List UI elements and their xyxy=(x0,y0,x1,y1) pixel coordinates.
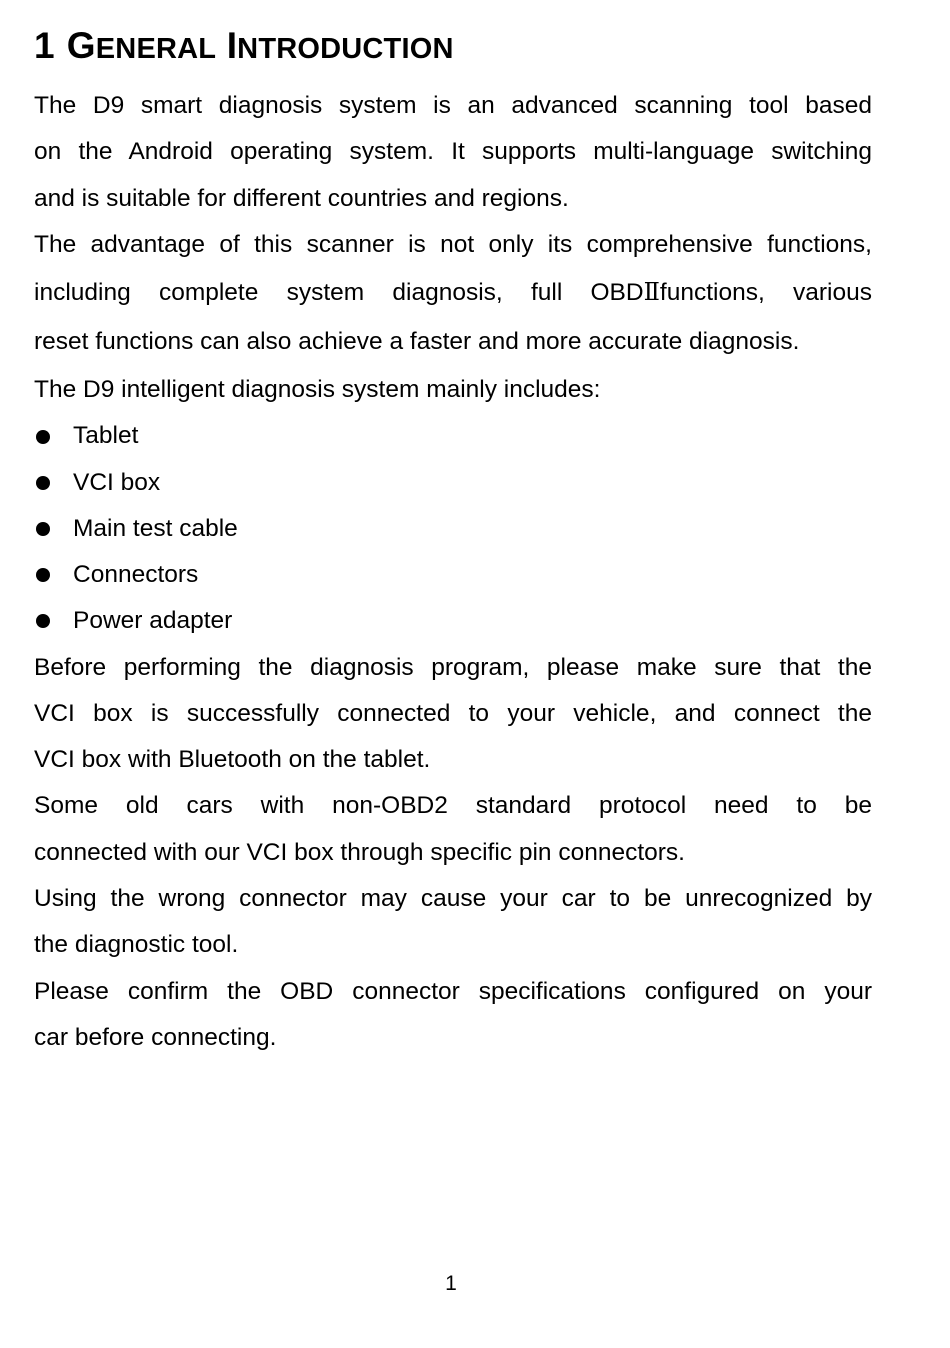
page-number: 1 xyxy=(445,1272,457,1295)
components-list xyxy=(34,413,872,644)
text-line: The D9 smart diagnosis system is an advanced scanning tool based xyxy=(34,92,872,119)
includes-intro: The D9 intelligent diagnosis system mainly includes: xyxy=(34,376,601,404)
section-heading xyxy=(34,22,872,73)
list-item xyxy=(34,598,872,644)
list-item xyxy=(34,552,872,598)
roman-numeral: Ⅱ xyxy=(643,278,660,307)
text-line: reset functions can also achieve a faster and more accurate diagnosis. xyxy=(34,328,800,356)
heading-letter: G xyxy=(66,25,96,66)
list-item xyxy=(34,506,872,552)
confirm-paragraph xyxy=(34,969,872,1062)
text-line: car before connecting. xyxy=(34,1023,277,1051)
text-line: Using the wrong connector may cause your car to be unrecognized by xyxy=(34,884,872,912)
list-item-label: Tablet xyxy=(73,422,139,450)
word: system xyxy=(286,278,365,306)
text-line: VCI box with Bluetooth on the tablet. xyxy=(34,746,431,774)
list-item-label: Main test cable xyxy=(73,514,238,542)
heading-word-rest: NTRODUCTION xyxy=(237,33,454,65)
obd-suffix: functions, xyxy=(659,279,765,307)
word: complete xyxy=(158,278,259,306)
list-item xyxy=(34,413,872,459)
text-line: connected with our VCI box through specific pin connectors. xyxy=(34,838,685,866)
obd-prefix: OBD xyxy=(590,279,644,307)
bullet-icon xyxy=(36,522,50,536)
list-item xyxy=(34,460,872,506)
list-item-label: VCI box xyxy=(73,468,161,496)
text-line: Before performing the diagnosis program, please make sure that the xyxy=(34,653,872,681)
word: including xyxy=(34,278,131,306)
text-line: The advantage of this scanner is not only its comprehensive functions, xyxy=(34,230,872,258)
text-line: on the Android operating system. It supports multi-language switching xyxy=(34,138,872,166)
intro-paragraph xyxy=(34,83,872,222)
advantage-paragraph xyxy=(34,222,872,367)
text-line: the diagnostic tool. xyxy=(34,931,239,959)
text-line: and is suitable for different countries and regions. xyxy=(34,184,569,212)
before-paragraph xyxy=(34,645,872,784)
word: diagnosis, xyxy=(392,278,503,306)
bullet-icon xyxy=(36,614,50,628)
heading-letter: I xyxy=(226,25,238,66)
wrong-connector-paragraph xyxy=(34,876,872,969)
list-item-label: Power adapter xyxy=(73,607,233,635)
text-line xyxy=(34,268,872,317)
obd-term xyxy=(590,269,764,316)
bullet-icon xyxy=(36,476,50,490)
section-number: 1 xyxy=(34,25,55,66)
document-page xyxy=(34,22,872,1061)
old-cars-paragraph xyxy=(34,783,872,876)
word: full xyxy=(530,278,563,306)
text-line: Please confirm the OBD connector specifications configured on your xyxy=(34,977,872,1005)
bullet-icon xyxy=(36,430,50,444)
list-item-label: Connectors xyxy=(73,561,199,589)
heading-word-rest: ENERAL xyxy=(95,33,217,65)
bullet-icon xyxy=(36,568,50,582)
text-line: Some old cars with non-OBD2 standard protocol need to be xyxy=(34,792,872,820)
word: various xyxy=(792,278,872,306)
text-line: VCI box is successfully connected to your vehicle, and connect the xyxy=(34,699,872,727)
